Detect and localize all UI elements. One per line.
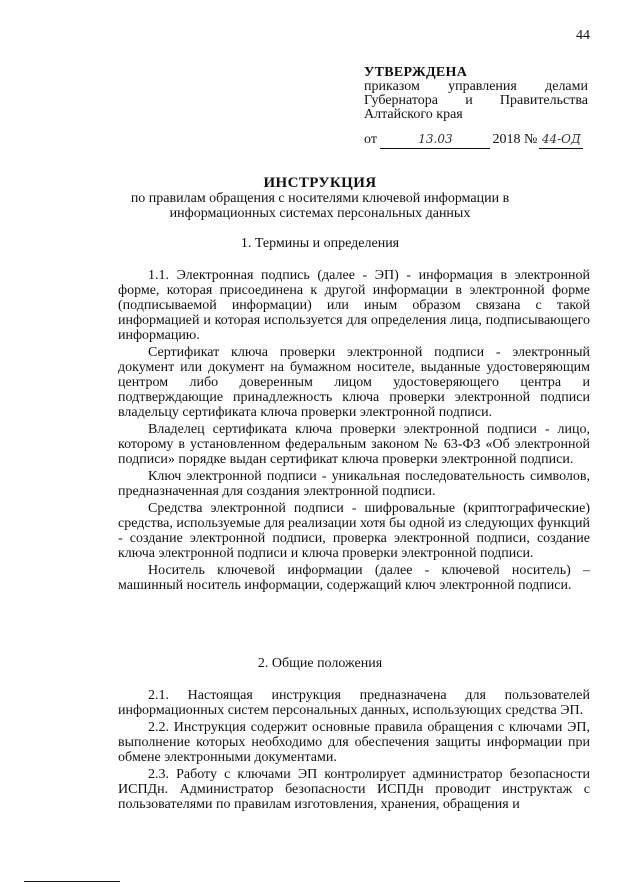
handwritten-date: 13.03 [418,132,453,146]
document-subtitle-line: информационных системах персональных данных [169,206,471,221]
section-1-body [118,268,590,595]
approval-line: Губернатора и Правительства [364,93,588,108]
document-subtitle-line: по правилам обращения с носителями ключевой информации в [130,191,510,206]
approval-line: Алтайского края [364,107,463,122]
paragraph: Сертификат ключа проверки электронной подписи - электронный документ или документ на бумажном носителе, выданные удостоверяющим центром либо доверенным лицом удостоверяющего центра и подтверждающие принадлежность ключа проверки электронной подписи владельцу сертификата ключа проверки электронной подписи. [118,345,590,420]
paragraph: 2.2. Инструкция содержит основные правила обращения с ключами ЭП, выполнение которых необходимо для обеспечения защиты информации при обмене электронными документами. [118,720,590,765]
year-text: 2018 № [492,132,538,147]
handwritten-number: 44-ОД [541,132,581,146]
paragraph: Носитель ключевой информации (далее - ключевой носитель) – машинный носитель информации, содержащий ключ электронной подписи. [118,563,590,593]
section-2-heading: 2. Общие положения [257,656,383,671]
date-field [380,132,490,149]
number-field [539,132,583,149]
document-title-main: ИНСТРУКЦИЯ [263,175,377,191]
page-number: 44 [576,28,590,43]
approval-title: УТВЕРЖДЕНА [364,65,468,80]
date-prefix: от [364,132,377,147]
paragraph: 2.1. Настоящая инструкция предназначена для пользователей информационных систем персональных данных, использующих средства ЭП. [118,688,590,718]
footnote-rule [24,881,120,882]
paragraph: 1.1. Электронная подпись (далее - ЭП) - информация в электронной форме, которая присоединена к другой информации в электронной форме (подписываемой информации) или иным образом связана с такой информацией и которая используется для определения лица, подписывающего информацию. [118,268,590,343]
section-2-body [118,688,590,814]
approval-line: приказом управления делами [364,79,588,94]
approval-stamp [364,66,588,122]
document-title [0,176,640,221]
paragraph: Ключ электронной подписи - уникальная последовательность символов, предназначенная для создания электронной подписи. [118,469,590,499]
paragraph: 2.3. Работу с ключами ЭП контролирует администратор безопасности ИСПДн. Администратор безопасности ИСПДн проводит инструктаж с пользователями по правилам изготовления, хранения, обращения и [118,767,590,812]
section-1-heading: 1. Термины и определения [240,236,400,251]
paragraph: Владелец сертификата ключа проверки электронной подписи - лицо, которому в установленном федеральным законом № 63-ФЗ «Об электронной подписи» порядке выдан сертификат ключа проверки электронной подписи. [118,422,590,467]
approval-date [364,132,583,149]
paragraph: Средства электронной подписи - шифровальные (криптографические) средства, используемые для реализации хотя бы одной из следующих функций - создание электронной подписи, проверка электронной подписи, создание ключа электронной подписи и ключа проверки электронной подписи. [118,501,590,561]
